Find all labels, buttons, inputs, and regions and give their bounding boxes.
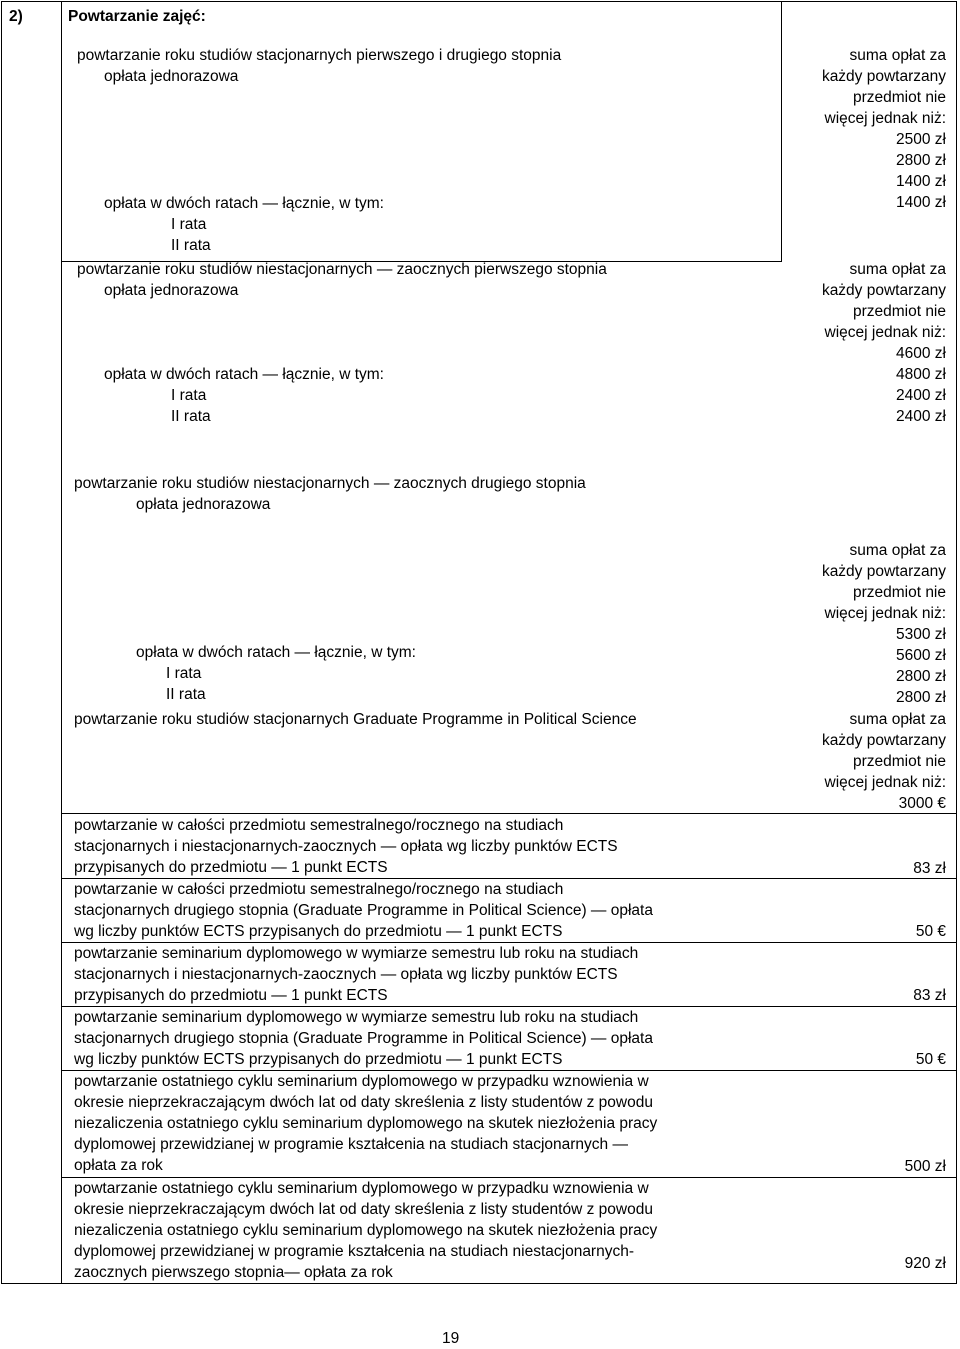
amount-label: każdy powtarzany bbox=[821, 68, 946, 85]
amount-label: więcej jednak niż: bbox=[824, 774, 946, 791]
fee-row-line: powtarzanie ostatniego cyklu seminarium dyplomowego w przypadku wznowienia w bbox=[74, 1073, 649, 1090]
block3-heading: powtarzanie roku studiów niestacjonarnych — zaocznych drugiego stopnia bbox=[74, 475, 586, 492]
fee-row-amount: 920 zł bbox=[904, 1255, 946, 1272]
amount-value: 2800 zł bbox=[896, 152, 946, 169]
fee-row-description bbox=[74, 815, 618, 878]
fee-row-line: niezaliczenia ostatniego cyklu seminarium dyplomowego na skutek niezłożenia pracy bbox=[74, 1222, 658, 1239]
block3-amounts bbox=[822, 540, 946, 708]
inner-frame-top-right bbox=[781, 1, 782, 261]
fee-row-line: opłata za rok bbox=[74, 1157, 163, 1174]
fee-row-line: powtarzanie w całości przedmiotu semestralnego/rocznego na studiach bbox=[74, 881, 564, 898]
amount-value: 3000 € bbox=[898, 795, 946, 812]
amount-value: 2400 zł bbox=[896, 408, 946, 425]
fee-row-description bbox=[74, 1071, 657, 1176]
amount-value: 4800 zł bbox=[896, 366, 946, 383]
block2-amounts bbox=[822, 259, 946, 427]
block4-heading: powtarzanie roku studiów stacjonarnych Graduate Programme in Political Science bbox=[74, 711, 637, 728]
fee-row-line: przypisanych do przedmiotu — 1 punkt ECTS bbox=[74, 987, 388, 1004]
block1-two-install: opłata w dwóch ratach — łącznie, w tym: bbox=[104, 195, 384, 212]
fee-row-line: zaocznych pierwszego stopnia— opłata za rok bbox=[74, 1264, 393, 1281]
row-separator bbox=[61, 813, 957, 814]
block1-heading: powtarzanie roku studiów stacjonarnych pierwszego i drugiego stopnia bbox=[77, 47, 562, 64]
block2-rata2: II rata bbox=[171, 408, 211, 425]
fee-row-amount: 50 € bbox=[915, 1051, 946, 1068]
fee-row-amount: 83 zł bbox=[913, 860, 946, 877]
amount-value: 2800 zł bbox=[896, 689, 946, 706]
amount-value: 2400 zł bbox=[896, 387, 946, 404]
amount-label: suma opłat za bbox=[849, 261, 946, 278]
amount-label: przedmiot nie bbox=[852, 584, 946, 601]
table-border-bottom bbox=[1, 1283, 957, 1284]
block2-two-install: opłata w dwóch ratach — łącznie, w tym: bbox=[104, 366, 384, 383]
amount-value: 1400 zł bbox=[896, 173, 946, 190]
amount-label: suma opłat za bbox=[849, 542, 946, 559]
amount-label: więcej jednak niż: bbox=[824, 110, 946, 127]
amount-label: suma opłat za bbox=[849, 711, 946, 728]
amount-value: 1400 zł bbox=[896, 194, 946, 211]
fee-row-line: stacjonarnych i niestacjonarnych-zaocznych — opłata wg liczby punktów ECTS bbox=[74, 966, 618, 983]
amount-label: każdy powtarzany bbox=[821, 282, 946, 299]
amount-value: 2500 zł bbox=[896, 131, 946, 148]
column-divider-number bbox=[61, 1, 62, 1284]
amount-value: 5300 zł bbox=[896, 626, 946, 643]
block3-rata2: II rata bbox=[166, 686, 206, 703]
table-border-left bbox=[1, 1, 2, 1284]
fee-row-line: dyplomowej przewidzianej w programie kształcenia na studiach niestacjonarnych- bbox=[74, 1243, 634, 1260]
fee-row-amount: 50 € bbox=[915, 923, 946, 940]
amount-label: suma opłat za bbox=[849, 47, 946, 64]
block1-rata1: I rata bbox=[171, 216, 207, 233]
amount-label: przedmiot nie bbox=[852, 89, 946, 106]
block1-rata2: II rata bbox=[171, 237, 211, 254]
table-border-top bbox=[1, 1, 957, 2]
fee-row-line: powtarzanie seminarium dyplomowego w wymiarze semestru lub roku na studiach bbox=[74, 945, 639, 962]
block3-rata1: I rata bbox=[166, 665, 202, 682]
table-border-right bbox=[956, 1, 957, 1284]
block3-one-time: opłata jednorazowa bbox=[136, 496, 271, 513]
amount-label: więcej jednak niż: bbox=[824, 324, 946, 341]
block1-amounts bbox=[822, 45, 946, 213]
page-number: 19 bbox=[442, 1330, 460, 1347]
block3-two-install: opłata w dwóch ratach — łącznie, w tym: bbox=[136, 644, 416, 661]
fee-row-amount: 500 zł bbox=[904, 1158, 946, 1175]
fee-row-amount: 83 zł bbox=[913, 987, 946, 1004]
fee-row-line: okresie nieprzekraczającym dwóch lat od daty skreślenia z listy studentów z powodu bbox=[74, 1094, 653, 1111]
fee-row-description bbox=[74, 943, 638, 1006]
amount-label: więcej jednak niż: bbox=[824, 605, 946, 622]
block2-rata1: I rata bbox=[171, 387, 207, 404]
amount-value: 5600 zł bbox=[896, 647, 946, 664]
fee-row-description bbox=[74, 879, 653, 942]
fee-row-line: powtarzanie w całości przedmiotu semestralnego/rocznego na studiach bbox=[74, 817, 564, 834]
amount-label: przedmiot nie bbox=[852, 753, 946, 770]
block2-heading: powtarzanie roku studiów niestacjonarnych — zaocznych pierwszego stopnia bbox=[77, 261, 607, 278]
amount-label: przedmiot nie bbox=[852, 303, 946, 320]
block2-one-time: opłata jednorazowa bbox=[104, 282, 239, 299]
fee-row-line: przypisanych do przedmiotu — 1 punkt ECTS bbox=[74, 859, 388, 876]
fee-row-description bbox=[74, 1007, 653, 1070]
fee-row-line: dyplomowej przewidzianej w programie kształcenia na studiach stacjonarnych — bbox=[74, 1136, 628, 1153]
fee-row-line: okresie nieprzekraczającym dwóch lat od daty skreślenia z listy studentów z powodu bbox=[74, 1201, 653, 1218]
block1-one-time: opłata jednorazowa bbox=[104, 68, 239, 85]
amount-value: 4600 zł bbox=[896, 345, 946, 362]
block4-amounts bbox=[822, 709, 946, 814]
section-title: Powtarzanie zajęć: bbox=[68, 8, 206, 25]
fee-row-line: stacjonarnych drugiego stopnia (Graduate Programme in Political Science) — opłata bbox=[74, 1030, 653, 1047]
fee-row-line: powtarzanie ostatniego cyklu seminarium dyplomowego w przypadku wznowienia w bbox=[74, 1180, 649, 1197]
section-number: 2) bbox=[9, 8, 23, 25]
amount-label: każdy powtarzany bbox=[821, 563, 946, 580]
amount-value: 2800 zł bbox=[896, 668, 946, 685]
fee-row-line: wg liczby punktów ECTS przypisanych do przedmiotu — 1 punkt ECTS bbox=[74, 1051, 563, 1068]
fee-row-line: niezaliczenia ostatniego cyklu seminarium dyplomowego na skutek niezłożenia pracy bbox=[74, 1115, 658, 1132]
fee-row-line: wg liczby punktów ECTS przypisanych do przedmiotu — 1 punkt ECTS bbox=[74, 923, 563, 940]
fee-row-line: powtarzanie seminarium dyplomowego w wymiarze semestru lub roku na studiach bbox=[74, 1009, 639, 1026]
amount-label: każdy powtarzany bbox=[821, 732, 946, 749]
fee-row-description bbox=[74, 1178, 657, 1283]
fee-row-line: stacjonarnych drugiego stopnia (Graduate Programme in Political Science) — opłata bbox=[74, 902, 653, 919]
fee-row-line: stacjonarnych i niestacjonarnych-zaocznych — opłata wg liczby punktów ECTS bbox=[74, 838, 618, 855]
